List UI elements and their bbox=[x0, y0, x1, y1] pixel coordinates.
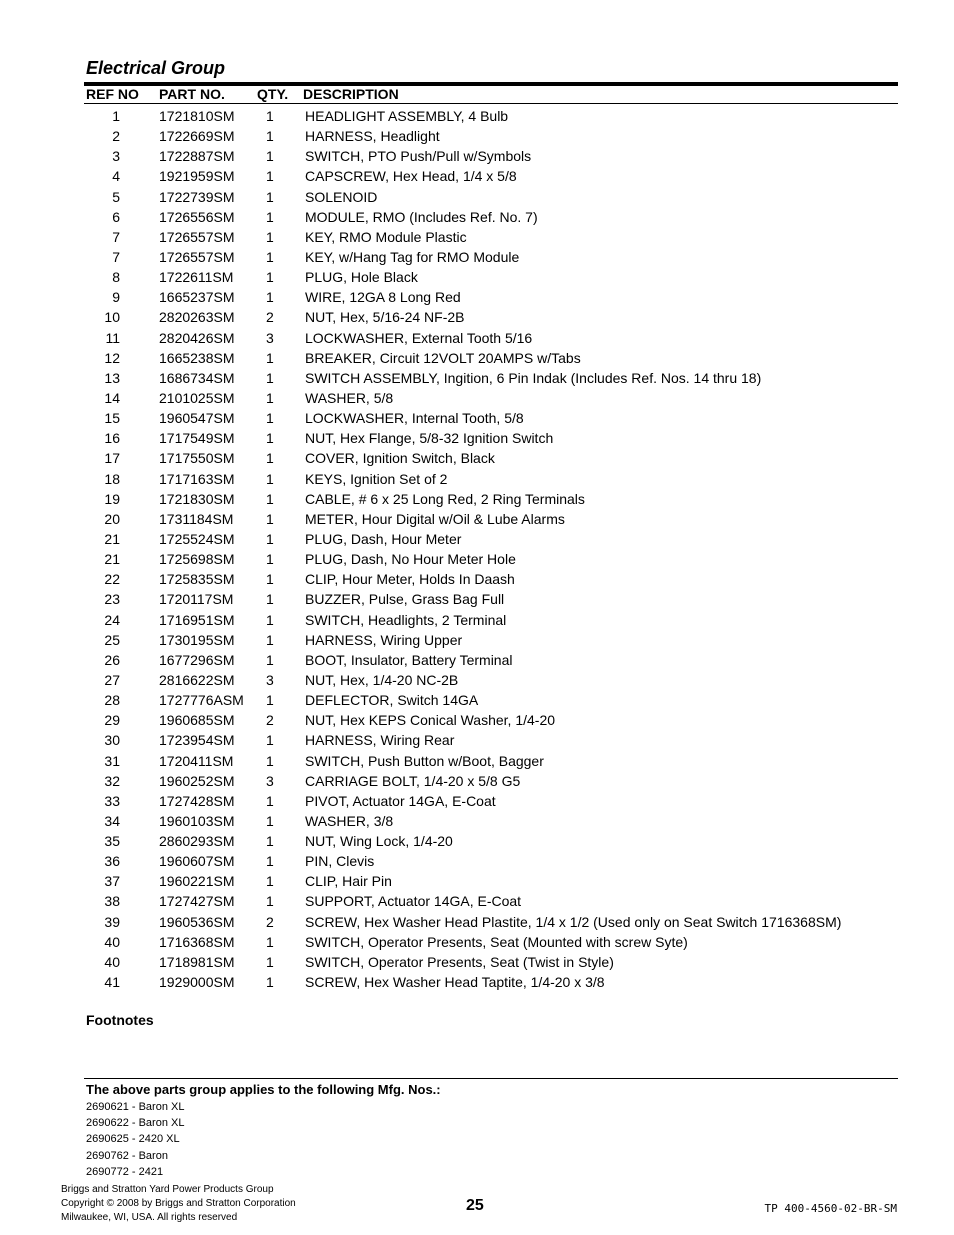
part-no-cell: 1718981SM bbox=[159, 953, 235, 970]
table-row bbox=[0, 408, 954, 428]
part-no-cell: 1960221SM bbox=[159, 873, 235, 890]
page-title: Electrical Group bbox=[86, 58, 226, 78]
table-header bbox=[0, 86, 954, 104]
table-row bbox=[0, 710, 954, 730]
description-cell: SWITCH, Operator Presents, Seat (Mounted with screw Syte) bbox=[305, 933, 688, 950]
qty-cell: 1 bbox=[266, 893, 274, 910]
description-cell: LOCKWASHER, External Tooth 5/16 bbox=[305, 329, 533, 346]
part-no-cell: 2820263SM bbox=[159, 309, 235, 326]
description-cell: PLUG, Hole Black bbox=[305, 269, 418, 286]
ref-no-cell: 37 bbox=[104, 873, 120, 890]
table-row bbox=[0, 166, 954, 186]
ref-no-cell: 12 bbox=[104, 349, 120, 366]
table-row bbox=[0, 811, 954, 831]
part-no-cell: 1727776ASM bbox=[159, 692, 244, 709]
qty-cell: 1 bbox=[266, 148, 274, 165]
part-no-cell: 1723954SM bbox=[159, 732, 235, 749]
ref-no-cell: 8 bbox=[112, 269, 120, 286]
ref-no-cell: 21 bbox=[104, 530, 120, 547]
ref-no-cell: 34 bbox=[104, 812, 120, 829]
part-no-cell: 2816622SM bbox=[159, 671, 235, 688]
table-row bbox=[0, 952, 954, 972]
description-cell: COVER, Ignition Switch, Black bbox=[305, 450, 495, 467]
ref-no-cell: 41 bbox=[104, 974, 120, 991]
description-cell: PLUG, Dash, No Hour Meter Hole bbox=[305, 551, 516, 568]
description-cell: SWITCH, Push Button w/Boot, Bagger bbox=[305, 752, 544, 769]
ref-no-cell: 27 bbox=[104, 671, 120, 688]
description-cell: HARNESS, Headlight bbox=[305, 128, 440, 145]
ref-no-cell: 38 bbox=[104, 893, 120, 910]
qty-cell: 3 bbox=[266, 671, 274, 688]
description-cell: BREAKER, Circuit 12VOLT 20AMPS w/Tabs bbox=[305, 349, 581, 366]
ref-no-cell: 31 bbox=[104, 752, 120, 769]
qty-cell: 1 bbox=[266, 510, 274, 527]
description-cell: WIRE, 12GA 8 Long Red bbox=[305, 289, 461, 306]
part-no-cell: 1727427SM bbox=[159, 893, 235, 910]
mfg-number-item: 2690621 - Baron XL bbox=[86, 1101, 185, 1113]
table-row bbox=[0, 509, 954, 529]
table-row bbox=[0, 328, 954, 348]
footer-line: Milwaukee, WI, USA. All rights reserved bbox=[61, 1212, 238, 1223]
description-cell: KEY, w/Hang Tag for RMO Module bbox=[305, 248, 520, 265]
description-cell: WASHER, 3/8 bbox=[305, 812, 394, 829]
part-no-cell: 1731184SM bbox=[159, 510, 234, 527]
part-no-cell: 1665238SM bbox=[159, 349, 235, 366]
description-cell: MODULE, RMO (Includes Ref. No. 7) bbox=[305, 208, 538, 225]
qty-cell: 1 bbox=[266, 248, 274, 265]
description-cell: CARRIAGE BOLT, 1/4-20 x 5/8 G5 bbox=[305, 772, 521, 789]
part-no-cell: 1960685SM bbox=[159, 712, 235, 729]
description-cell: KEY, RMO Module Plastic bbox=[305, 228, 467, 245]
qty-cell: 1 bbox=[266, 188, 274, 205]
qty-cell: 1 bbox=[266, 933, 274, 950]
part-no-cell: 1720411SM bbox=[159, 752, 234, 769]
ref-no-cell: 20 bbox=[104, 510, 120, 527]
qty-cell: 1 bbox=[266, 551, 274, 568]
ref-no-cell: 26 bbox=[104, 651, 120, 668]
description-cell: SCREW, Hex Washer Head Plastite, 1/4 x 1/2 (Used only on Seat Switch 1716368SM) bbox=[305, 913, 842, 930]
table-row bbox=[0, 489, 954, 509]
table-row bbox=[0, 529, 954, 549]
part-no-cell: 1726556SM bbox=[159, 208, 235, 225]
description-cell: BOOT, Insulator, Battery Terminal bbox=[305, 651, 513, 668]
part-no-cell: 1677296SM bbox=[159, 651, 235, 668]
part-no-cell: 1665237SM bbox=[159, 289, 235, 306]
table-row bbox=[0, 871, 954, 891]
description-cell: SUPPORT, Actuator 14GA, E-Coat bbox=[305, 893, 522, 910]
qty-cell: 1 bbox=[266, 289, 274, 306]
description-cell: HARNESS, Wiring Rear bbox=[305, 732, 455, 749]
ref-no-cell: 32 bbox=[104, 772, 120, 789]
part-no-cell: 1721830SM bbox=[159, 490, 235, 507]
qty-cell: 1 bbox=[266, 651, 274, 668]
ref-no-cell: 21 bbox=[104, 551, 120, 568]
ref-no-cell: 24 bbox=[104, 611, 120, 628]
ref-no-cell: 15 bbox=[104, 410, 120, 427]
qty-cell: 1 bbox=[266, 792, 274, 809]
description-header: DESCRIPTION bbox=[303, 86, 399, 102]
mfg-number-item: 2690622 - Baron XL bbox=[86, 1117, 185, 1130]
qty-cell: 1 bbox=[266, 349, 274, 366]
description-cell: SWITCH ASSEMBLY, Ingition, 6 Pin Indak (Includes Ref. Nos. 14 thru 18) bbox=[305, 369, 762, 386]
qty-cell: 2 bbox=[266, 712, 274, 729]
table-row bbox=[0, 126, 954, 146]
description-cell: LOCKWASHER, Internal Tooth, 5/8 bbox=[305, 410, 524, 427]
qty-cell: 1 bbox=[266, 450, 274, 467]
part-no-cell: 1720117SM bbox=[159, 591, 234, 608]
ref-no-cell: 36 bbox=[104, 853, 120, 870]
ref-no-cell: 7 bbox=[112, 248, 120, 265]
table-row bbox=[0, 751, 954, 771]
description-cell: SWITCH, Headlights, 2 Terminal bbox=[305, 611, 507, 628]
ref-no-cell: 10 bbox=[104, 309, 120, 326]
ref-no-cell: 22 bbox=[104, 571, 120, 588]
qty-cell: 2 bbox=[266, 309, 274, 326]
qty-cell: 1 bbox=[266, 692, 274, 709]
mfg-number-list bbox=[86, 1099, 184, 1180]
qty-cell: 1 bbox=[266, 732, 274, 749]
description-cell: PLUG, Dash, Hour Meter bbox=[305, 530, 462, 547]
qty-cell: 1 bbox=[266, 812, 274, 829]
description-cell: WASHER, 5/8 bbox=[305, 389, 394, 406]
part-no-cell: 1722669SM bbox=[159, 128, 235, 145]
ref-no-cell: 30 bbox=[104, 732, 120, 749]
table-row bbox=[0, 146, 954, 166]
qty-cell: 1 bbox=[266, 470, 274, 487]
description-cell: SWITCH, Operator Presents, Seat (Twist in Style) bbox=[305, 953, 614, 970]
qty-cell: 1 bbox=[266, 269, 274, 286]
description-cell: NUT, Hex Flange, 5/8-32 Ignition Switch bbox=[305, 430, 554, 447]
part-no-cell: 1725698SM bbox=[159, 551, 235, 568]
page-number: 25 bbox=[466, 1197, 484, 1214]
qty-cell: 1 bbox=[266, 833, 274, 850]
part-no-cell: 1960607SM bbox=[159, 853, 235, 870]
qty-cell: 3 bbox=[266, 329, 274, 346]
qty-cell: 1 bbox=[266, 430, 274, 447]
description-cell: NUT, Hex, 1/4-20 NC-2B bbox=[305, 671, 459, 688]
table-row bbox=[0, 428, 954, 448]
ref-no-cell: 11 bbox=[105, 329, 120, 346]
ref-no-cell: 6 bbox=[112, 208, 120, 225]
table-row bbox=[0, 851, 954, 871]
applies-heading: The above parts group applies to the following Mfg. Nos.: bbox=[86, 1082, 441, 1097]
ref-no-cell: 35 bbox=[104, 833, 120, 850]
part-no-cell: 1716951SM bbox=[159, 611, 235, 628]
ref-no-cell: 19 bbox=[104, 490, 120, 507]
part-no-cell: 1722739SM bbox=[159, 188, 235, 205]
ref-no-cell: 28 bbox=[104, 692, 120, 709]
ref-no-cell: 16 bbox=[104, 430, 120, 447]
ref-no-cell: 33 bbox=[104, 792, 120, 809]
table-row bbox=[0, 267, 954, 287]
table-row bbox=[0, 187, 954, 207]
qty-cell: 1 bbox=[266, 953, 274, 970]
table-row bbox=[0, 448, 954, 468]
ref-no-cell: 29 bbox=[104, 712, 120, 729]
footer-copyright bbox=[61, 1183, 296, 1225]
description-cell: NUT, Hex, 5/16-24 NF-2B bbox=[305, 309, 465, 326]
qty-cell: 1 bbox=[266, 631, 274, 648]
table-row bbox=[0, 630, 954, 650]
part-no-cell: 2820426SM bbox=[159, 329, 235, 346]
qty-cell: 1 bbox=[266, 108, 274, 124]
qty-cell: 1 bbox=[266, 228, 274, 245]
qty-cell: 1 bbox=[266, 389, 274, 406]
description-cell: PIN, Clevis bbox=[305, 853, 375, 870]
description-cell: HEADLIGHT ASSEMBLY, 4 Bulb bbox=[305, 108, 509, 124]
description-cell: METER, Hour Digital w/Oil & Lube Alarms bbox=[305, 510, 565, 527]
ref-no-cell: 13 bbox=[104, 369, 120, 386]
footer-line: Briggs and Stratton Yard Power Products Group bbox=[61, 1184, 274, 1195]
ref-no-cell: 4 bbox=[112, 168, 120, 185]
qty-cell: 1 bbox=[266, 974, 274, 991]
description-cell: SWITCH, PTO Push/Pull w/Symbols bbox=[305, 148, 532, 165]
part-no-cell: 1717163SM bbox=[159, 470, 235, 487]
table-row bbox=[0, 106, 954, 126]
ref-no-cell: 9 bbox=[112, 289, 120, 306]
table-row bbox=[0, 972, 954, 992]
description-cell: CLIP, Hair Pin bbox=[305, 873, 392, 890]
parts-table bbox=[0, 106, 954, 992]
description-cell: NUT, Wing Lock, 1/4-20 bbox=[305, 833, 453, 850]
part-no-cell: 1686734SM bbox=[159, 369, 235, 386]
table-row bbox=[0, 670, 954, 690]
ref-no-cell: 3 bbox=[112, 148, 120, 165]
qty-cell: 1 bbox=[266, 208, 274, 225]
footer-line: Copyright © 2008 by Briggs and Stratton Corporation bbox=[61, 1198, 296, 1209]
part-no-cell: 1717550SM bbox=[159, 450, 235, 467]
description-cell: NUT, Hex KEPS Conical Washer, 1/4-20 bbox=[305, 712, 556, 729]
qty-cell: 1 bbox=[266, 873, 274, 890]
table-row bbox=[0, 771, 954, 791]
table-row bbox=[0, 610, 954, 630]
description-cell: KEYS, Ignition Set of 2 bbox=[305, 470, 448, 487]
table-row bbox=[0, 650, 954, 670]
document-code: TP 400-4560-02-BR-SM bbox=[764, 1202, 897, 1215]
table-row bbox=[0, 932, 954, 952]
ref-no-cell: 7 bbox=[112, 228, 120, 245]
part-no-cell: 1921959SM bbox=[159, 168, 235, 185]
part-no-cell: 1960252SM bbox=[159, 772, 235, 789]
description-cell: CABLE, # 6 x 25 Long Red, 2 Ring Terminals bbox=[305, 490, 585, 507]
qty-cell: 3 bbox=[266, 772, 274, 789]
table-row bbox=[0, 348, 954, 368]
table-row bbox=[0, 247, 954, 267]
part-no-cell: 1725524SM bbox=[159, 530, 235, 547]
description-cell: BUZZER, Pulse, Grass Bag Full bbox=[305, 591, 505, 608]
mfg-number-item: 2690762 - Baron bbox=[86, 1149, 168, 1162]
qty-cell: 1 bbox=[266, 611, 274, 628]
ref-no-cell: 25 bbox=[104, 631, 120, 648]
table-row bbox=[0, 569, 954, 589]
qty-cell: 1 bbox=[266, 591, 274, 608]
description-cell: PIVOT, Actuator 14GA, E-Coat bbox=[305, 792, 496, 809]
ref-no-cell: 39 bbox=[104, 913, 120, 930]
part-no-header: PART NO. bbox=[159, 86, 225, 102]
qty-cell: 1 bbox=[266, 128, 274, 145]
footnotes-heading: Footnotes bbox=[86, 1012, 154, 1028]
table-row bbox=[0, 469, 954, 489]
table-row bbox=[0, 891, 954, 911]
qty-cell: 1 bbox=[266, 853, 274, 870]
part-no-cell: 2860293SM bbox=[159, 833, 235, 850]
table-row bbox=[0, 549, 954, 569]
table-row bbox=[0, 368, 954, 388]
table-row bbox=[0, 791, 954, 811]
qty-cell: 1 bbox=[266, 369, 274, 386]
qty-cell: 1 bbox=[266, 530, 274, 547]
table-row bbox=[0, 912, 954, 932]
part-no-cell: 1716368SM bbox=[159, 933, 235, 950]
qty-cell: 1 bbox=[266, 410, 274, 427]
part-no-cell: 1960103SM bbox=[159, 812, 235, 829]
description-cell: SOLENOID bbox=[305, 188, 378, 205]
qty-cell: 1 bbox=[266, 752, 274, 769]
description-cell: HARNESS, Wiring Upper bbox=[305, 631, 463, 648]
footnotes-rule bbox=[84, 1078, 898, 1079]
table-row bbox=[0, 831, 954, 851]
ref-no-cell: 40 bbox=[104, 953, 120, 970]
mfg-number-item: 2690772 - 2421 bbox=[86, 1165, 164, 1178]
table-row bbox=[0, 307, 954, 327]
table-row bbox=[0, 227, 954, 247]
part-no-cell: 1717549SM bbox=[159, 430, 235, 447]
table-row bbox=[0, 207, 954, 227]
qty-cell: 1 bbox=[266, 490, 274, 507]
ref-no-cell: 5 bbox=[112, 188, 120, 205]
description-cell: SCREW, Hex Washer Head Taptite, 1/4-20 x 3/8 bbox=[305, 974, 605, 991]
ref-no-cell: 40 bbox=[104, 933, 120, 950]
ref-no-cell: 23 bbox=[104, 591, 120, 608]
description-cell: CAPSCREW, Hex Head, 1/4 x 5/8 bbox=[305, 168, 517, 185]
table-row bbox=[0, 287, 954, 307]
part-no-cell: 2101025SM bbox=[159, 389, 235, 406]
table-row bbox=[0, 730, 954, 750]
table-row bbox=[0, 388, 954, 408]
qty-cell: 2 bbox=[266, 913, 274, 930]
part-no-cell: 1727428SM bbox=[159, 792, 235, 809]
description-cell: CLIP, Hour Meter, Holds In Daash bbox=[305, 571, 515, 588]
part-no-cell: 1722611SM bbox=[159, 269, 234, 286]
part-no-cell: 1721810SM bbox=[159, 108, 235, 124]
ref-no-cell: 18 bbox=[104, 470, 120, 487]
qty-header: QTY. bbox=[257, 86, 289, 102]
qty-cell: 1 bbox=[266, 168, 274, 185]
part-no-cell: 1929000SM bbox=[159, 974, 235, 991]
part-no-cell: 1960536SM bbox=[159, 913, 235, 930]
part-no-cell: 1960547SM bbox=[159, 410, 235, 427]
ref-no-cell: 2 bbox=[112, 128, 120, 145]
mfg-number-item: 2690625 - 2420 XL bbox=[86, 1133, 180, 1146]
ref-no-header: REF NO bbox=[86, 86, 139, 102]
ref-no-cell: 14 bbox=[104, 389, 120, 406]
table-row bbox=[0, 690, 954, 710]
table-row bbox=[0, 589, 954, 609]
ref-no-cell: 17 bbox=[104, 450, 120, 467]
part-no-cell: 1722887SM bbox=[159, 148, 235, 165]
part-no-cell: 1725835SM bbox=[159, 571, 235, 588]
header-rule bbox=[84, 103, 898, 104]
ref-no-cell: 1 bbox=[112, 108, 120, 124]
part-no-cell: 1730195SM bbox=[159, 631, 235, 648]
description-cell: DEFLECTOR, Switch 14GA bbox=[305, 692, 479, 709]
part-no-cell: 1726557SM bbox=[159, 228, 235, 245]
qty-cell: 1 bbox=[266, 571, 274, 588]
part-no-cell: 1726557SM bbox=[159, 248, 235, 265]
